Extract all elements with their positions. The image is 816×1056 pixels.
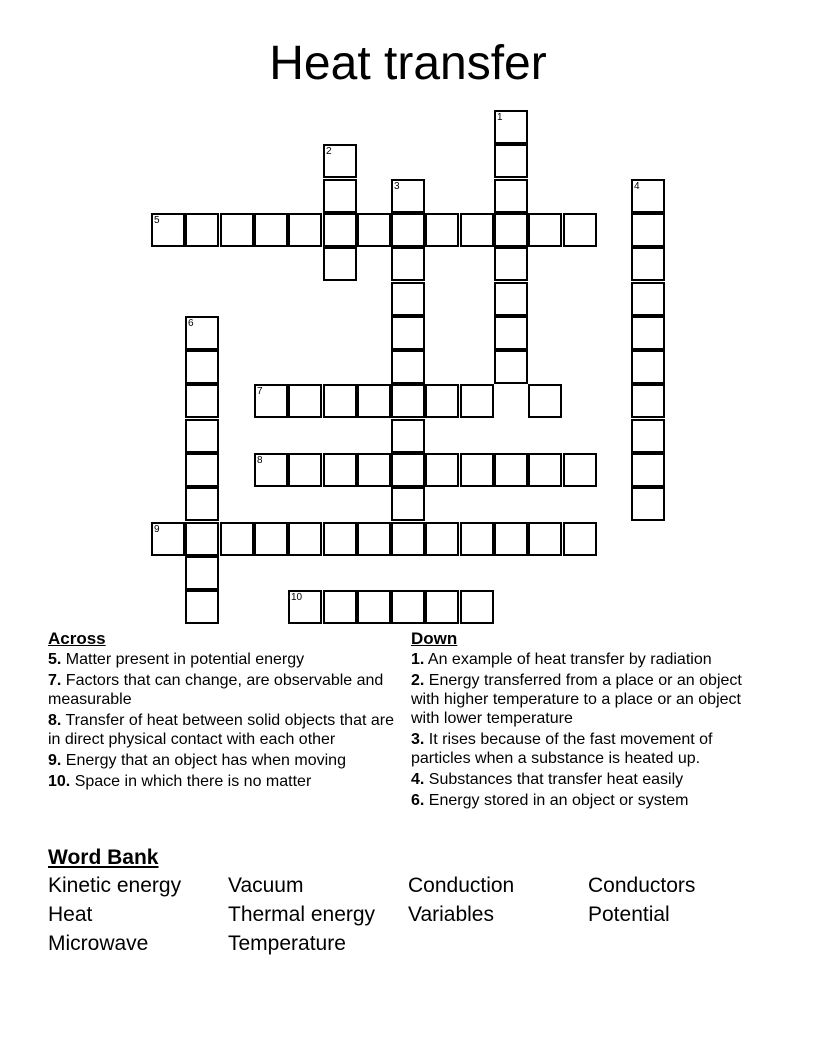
down-clue	[411, 671, 771, 728]
crossword-cell[interactable]	[323, 522, 357, 556]
crossword-cell[interactable]	[631, 213, 665, 247]
clue-number: 8.	[48, 712, 62, 729]
crossword-cell[interactable]	[323, 453, 357, 487]
down-clue	[411, 730, 771, 768]
clue-text: Energy stored in an object or system	[428, 792, 689, 809]
crossword-cell[interactable]	[528, 213, 562, 247]
crossword-cell[interactable]	[494, 144, 528, 178]
crossword-cell[interactable]	[563, 213, 597, 247]
crossword-cell[interactable]	[391, 419, 425, 453]
crossword-cell[interactable]	[288, 384, 322, 418]
crossword-cell[interactable]	[631, 384, 665, 418]
crossword-cell[interactable]	[254, 522, 288, 556]
word-bank-word: Heat	[48, 903, 93, 926]
cell-number: 3	[394, 181, 400, 192]
word-bank-word: Thermal energy	[228, 903, 376, 926]
word-bank-word: Vacuum	[228, 874, 304, 897]
crossword-cell[interactable]	[185, 590, 219, 624]
crossword-cell[interactable]	[494, 110, 528, 144]
clue-number: 5.	[48, 651, 62, 668]
page-title: Heat transfer	[269, 37, 547, 90]
down-clue	[411, 791, 771, 810]
crossword-cell[interactable]	[460, 384, 494, 418]
crossword-cell[interactable]	[357, 590, 391, 624]
clue-number: 9.	[48, 752, 62, 769]
across-clue	[48, 650, 408, 669]
clue-number: 2.	[411, 672, 425, 689]
crossword-cell[interactable]	[563, 522, 597, 556]
clue-text: Factors that can change, are observable and measurable	[48, 672, 384, 708]
cell-number: 5	[154, 215, 160, 226]
crossword-cell[interactable]	[631, 487, 665, 521]
crossword-cell[interactable]	[494, 282, 528, 316]
crossword-cell[interactable]	[391, 247, 425, 281]
clue-number: 6.	[411, 792, 425, 809]
crossword-cell[interactable]	[631, 179, 665, 213]
crossword-cell[interactable]	[460, 213, 494, 247]
crossword-cell[interactable]	[528, 522, 562, 556]
crossword-cell[interactable]	[631, 453, 665, 487]
crossword-cell[interactable]	[288, 213, 322, 247]
crossword-cell[interactable]	[254, 453, 288, 487]
crossword-cell[interactable]	[494, 350, 528, 384]
crossword-cell[interactable]	[323, 384, 357, 418]
crossword-cell[interactable]	[460, 453, 494, 487]
cell-number: 1	[497, 112, 503, 123]
crossword-cell[interactable]	[528, 384, 562, 418]
crossword-cell[interactable]	[494, 522, 528, 556]
crossword-cell[interactable]	[391, 453, 425, 487]
crossword-cell[interactable]	[494, 213, 528, 247]
clue-number: 7.	[48, 672, 62, 689]
word-bank-word: Microwave	[48, 932, 149, 955]
across-clue	[48, 711, 408, 749]
clue-number: 10.	[48, 773, 71, 790]
cell-number: 4	[634, 181, 640, 192]
crossword-cell[interactable]	[185, 453, 219, 487]
cell-number: 10	[291, 592, 303, 603]
crossword-cell[interactable]	[425, 453, 459, 487]
cell-number: 7	[257, 386, 263, 397]
clue-number: 3.	[411, 731, 425, 748]
crossword-cell[interactable]	[631, 316, 665, 350]
clue-text: Substances that transfer heat easily	[428, 771, 684, 788]
crossword-cell[interactable]	[185, 556, 219, 590]
crossword-cell[interactable]	[323, 179, 357, 213]
crossword-cell[interactable]	[151, 522, 185, 556]
crossword-cell[interactable]	[528, 453, 562, 487]
crossword-cell[interactable]	[185, 316, 219, 350]
crossword-cell[interactable]	[185, 384, 219, 418]
across-clue	[48, 671, 408, 709]
clue-text: Energy that an object has when moving	[65, 752, 346, 769]
down-clue	[411, 770, 771, 789]
crossword-cell[interactable]	[391, 522, 425, 556]
crossword-cell[interactable]	[425, 213, 459, 247]
clue-number: 4.	[411, 771, 425, 788]
crossword-cell[interactable]	[391, 384, 425, 418]
crossword-cell[interactable]	[391, 282, 425, 316]
word-bank-heading: Word Bank	[48, 846, 159, 869]
crossword-cell[interactable]	[391, 350, 425, 384]
crossword-cell[interactable]	[323, 590, 357, 624]
crossword-cell[interactable]	[185, 213, 219, 247]
cell-number: 9	[154, 524, 160, 535]
word-bank-word: Potential	[588, 903, 670, 926]
across-heading: Across	[48, 629, 106, 648]
crossword-cell[interactable]	[631, 247, 665, 281]
crossword-cell[interactable]	[391, 316, 425, 350]
crossword-cell[interactable]	[185, 350, 219, 384]
across-clues	[48, 628, 408, 793]
crossword-cell[interactable]	[391, 590, 425, 624]
crossword-cell[interactable]	[220, 213, 254, 247]
crossword-cell[interactable]	[631, 419, 665, 453]
crossword-cell[interactable]	[631, 350, 665, 384]
crossword-cell[interactable]	[357, 453, 391, 487]
down-clues	[411, 628, 771, 812]
word-bank-word: Kinetic energy	[48, 874, 182, 897]
crossword-cell[interactable]	[494, 247, 528, 281]
word-bank-word: Conductors	[588, 874, 696, 897]
clue-text: Matter present in potential energy	[65, 651, 305, 668]
cell-number: 6	[188, 318, 194, 329]
crossword-cell[interactable]	[357, 213, 391, 247]
crossword-cell[interactable]	[185, 522, 219, 556]
across-clue	[48, 772, 408, 791]
cell-number: 2	[326, 146, 332, 157]
down-clue	[411, 650, 771, 669]
crossword-cell[interactable]	[220, 522, 254, 556]
crossword-cell[interactable]	[563, 453, 597, 487]
word-bank-word: Variables	[408, 903, 494, 926]
crossword-cell[interactable]	[494, 179, 528, 213]
crossword-cell[interactable]	[357, 384, 391, 418]
down-heading: Down	[411, 629, 458, 648]
crossword-cell[interactable]	[494, 316, 528, 350]
crossword-cell[interactable]	[357, 522, 391, 556]
crossword-cell[interactable]	[425, 522, 459, 556]
crossword-cell[interactable]	[391, 179, 425, 213]
crossword-cell[interactable]	[391, 213, 425, 247]
crossword-cell[interactable]	[254, 384, 288, 418]
crossword-cell[interactable]	[288, 590, 322, 624]
crossword-cell[interactable]	[460, 522, 494, 556]
crossword-cell[interactable]	[631, 282, 665, 316]
crossword-cell[interactable]	[323, 247, 357, 281]
crossword-cell[interactable]	[185, 487, 219, 521]
crossword-cell[interactable]	[254, 213, 288, 247]
crossword-cell[interactable]	[425, 590, 459, 624]
word-bank-word: Temperature	[228, 932, 346, 955]
crossword-cell[interactable]	[460, 590, 494, 624]
crossword-cell[interactable]	[323, 213, 357, 247]
word-bank-word: Conduction	[408, 874, 515, 897]
cell-number: 8	[257, 455, 263, 466]
clue-text: Transfer of heat between solid objects that are in direct physical contact with each other	[48, 712, 394, 748]
crossword-cell[interactable]	[288, 522, 322, 556]
crossword-cell[interactable]	[185, 419, 219, 453]
crossword-cell[interactable]	[425, 384, 459, 418]
clue-text: Energy transferred from a place or an object with higher temperature to a place or an object with lower temperature	[411, 672, 742, 727]
crossword-cell[interactable]	[151, 213, 185, 247]
clue-number: 1.	[411, 651, 425, 668]
crossword-cell[interactable]	[494, 453, 528, 487]
clue-text: An example of heat transfer by radiation	[427, 651, 712, 668]
across-clue	[48, 751, 408, 770]
crossword-cell[interactable]	[288, 453, 322, 487]
crossword-cell[interactable]	[323, 144, 357, 178]
clue-text: Space in which there is no matter	[74, 773, 312, 790]
crossword-cell[interactable]	[391, 487, 425, 521]
clue-text: It rises because of the fast movement of particles when a substance is heated up.	[411, 731, 713, 767]
